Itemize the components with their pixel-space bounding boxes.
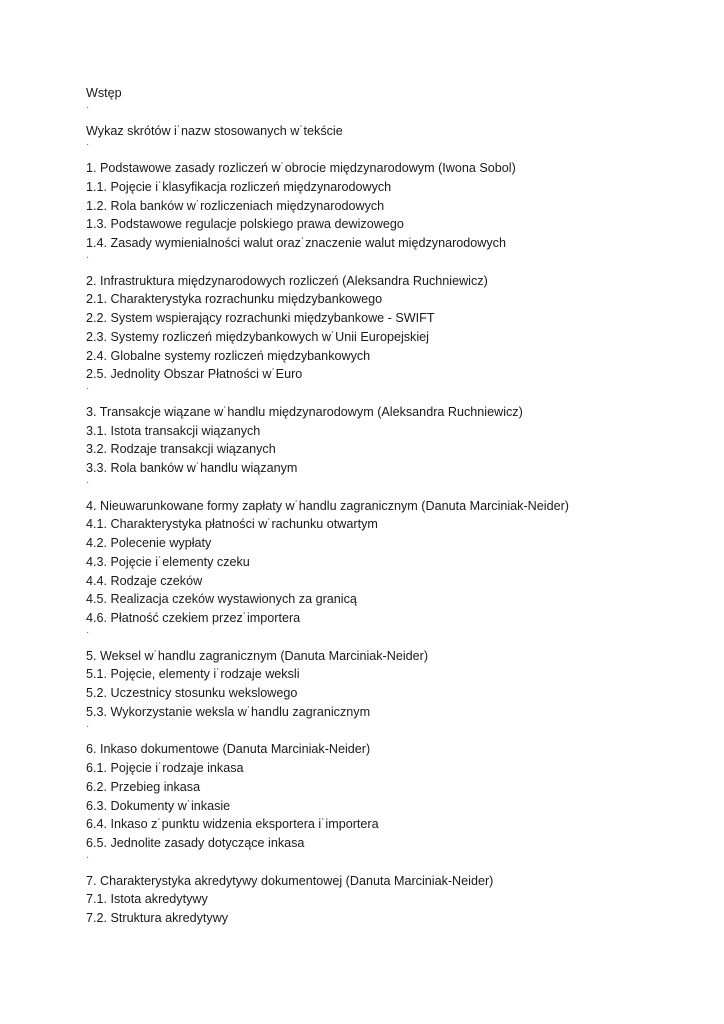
toc-heading: 4. Nieuwarunkowane formy zapłaty w˙handlu zagranicznym (Danuta Marciniak-Neider) bbox=[86, 498, 569, 513]
toc-entry: 5.2. Uczestnicy stosunku wekslowego bbox=[86, 686, 298, 700]
table-of-contents bbox=[86, 84, 686, 928]
toc-entry: 6.2. Przebieg inkasa bbox=[86, 779, 201, 794]
toc-heading: 1. Podstawowe zasady rozliczeń w˙obrocie międzynarodowym (Iwona Sobol) bbox=[86, 161, 516, 175]
toc-entry: 7.1. Istota akredytywy bbox=[86, 892, 208, 907]
toc-heading: 2. Infrastruktura międzynarodowych rozliczeń (Aleksandra Ruchniewicz) bbox=[86, 273, 488, 288]
separator-dot: · bbox=[86, 251, 90, 263]
toc-heading: 6. Inkaso dokumentowe (Danuta Marciniak-Neider) bbox=[86, 742, 371, 757]
toc-entry: 6.4. Inkaso z˙punktu widzenia eksportera i˙importera bbox=[86, 817, 379, 832]
toc-entry: 2.4. Globalne systemy rozliczeń międzybankowych bbox=[86, 348, 371, 363]
separator-dot: · bbox=[86, 101, 90, 113]
toc-entry: 4.1. Charakterystyka płatności w˙rachunku otwartym bbox=[86, 517, 378, 532]
toc-heading: 3. Transakcje wiązane w˙handlu międzynarodowym (Aleksandra Ruchniewicz) bbox=[86, 404, 523, 419]
toc-entry: 5.3. Wykorzystanie weksla w˙handlu zagranicznym bbox=[86, 704, 371, 719]
toc-entry: 2.5. Jednolity Obszar Płatności w˙Euro bbox=[86, 367, 303, 382]
toc-entry: 2.3. Systemy rozliczeń międzybankowych w˙Unii Europejskiej bbox=[86, 329, 429, 344]
toc-entry: 6.1. Pojęcie i˙rodzaje inkasa bbox=[86, 761, 244, 775]
toc-entry: 4.6. Płatność czekiem przez˙importera bbox=[86, 611, 301, 625]
separator-dot: · bbox=[86, 720, 90, 732]
toc-entry: 4.5. Realizacja czeków wystawionych za granicą bbox=[86, 592, 357, 607]
toc-entry: 4.4. Rodzaje czeków bbox=[86, 573, 203, 588]
separator-dot: · bbox=[86, 139, 90, 151]
toc-entry: 4.2. Polecenie wypłaty bbox=[86, 536, 212, 550]
separator-dot: · bbox=[86, 383, 90, 394]
toc-heading: Wstęp bbox=[86, 86, 122, 100]
toc-entry: 1.4. Zasady wymienialności walut oraz˙znaczenie walut międzynarodowych bbox=[86, 236, 506, 250]
toc-entry: 6.5. Jednolite zasady dotyczące inkasa bbox=[86, 836, 305, 850]
toc-entry: 1.2. Rola banków w˙rozliczeniach międzynarodowych bbox=[86, 198, 385, 213]
toc-entry: 4.3. Pojęcie i˙elementy czeku bbox=[86, 554, 250, 569]
toc-entry: 2.2. System wspierający rozrachunki międzybankowe - SWIFT bbox=[86, 311, 435, 325]
toc-heading: 5. Weksel w˙handlu zagranicznym (Danuta Marciniak-Neider) bbox=[86, 648, 429, 663]
separator-dot: · bbox=[86, 476, 90, 488]
toc-entry: 3.2. Rodzaje transakcji wiązanych bbox=[86, 442, 276, 457]
toc-heading: Wykaz skrótów i˙nazw stosowanych w˙tekście bbox=[86, 123, 343, 138]
toc-entry: 7.2. Struktura akredytywy bbox=[86, 911, 229, 925]
toc-heading: 7. Charakterystyka akredytywy dokumentowej (Danuta Marciniak-Neider) bbox=[86, 873, 494, 888]
toc-entry: 1.3. Podstawowe regulacje polskiego prawa dewizowego bbox=[86, 217, 404, 232]
separator-dot: · bbox=[86, 626, 90, 638]
toc-entry: 1.1. Pojęcie i˙klasyfikacja rozliczeń międzynarodowych bbox=[86, 179, 392, 194]
toc-entry: 5.1. Pojęcie, elementy i˙rodzaje weksli bbox=[86, 667, 300, 682]
toc-entry: 6.3. Dokumenty w˙inkasie bbox=[86, 798, 231, 813]
separator-dot: · bbox=[86, 851, 90, 863]
toc-entry: 2.1. Charakterystyka rozrachunku międzybankowego bbox=[86, 292, 383, 307]
toc-entry: 3.3. Rola banków w˙handlu wiązanym bbox=[86, 461, 298, 475]
toc-entry: 3.1. Istota transakcji wiązanych bbox=[86, 423, 261, 438]
